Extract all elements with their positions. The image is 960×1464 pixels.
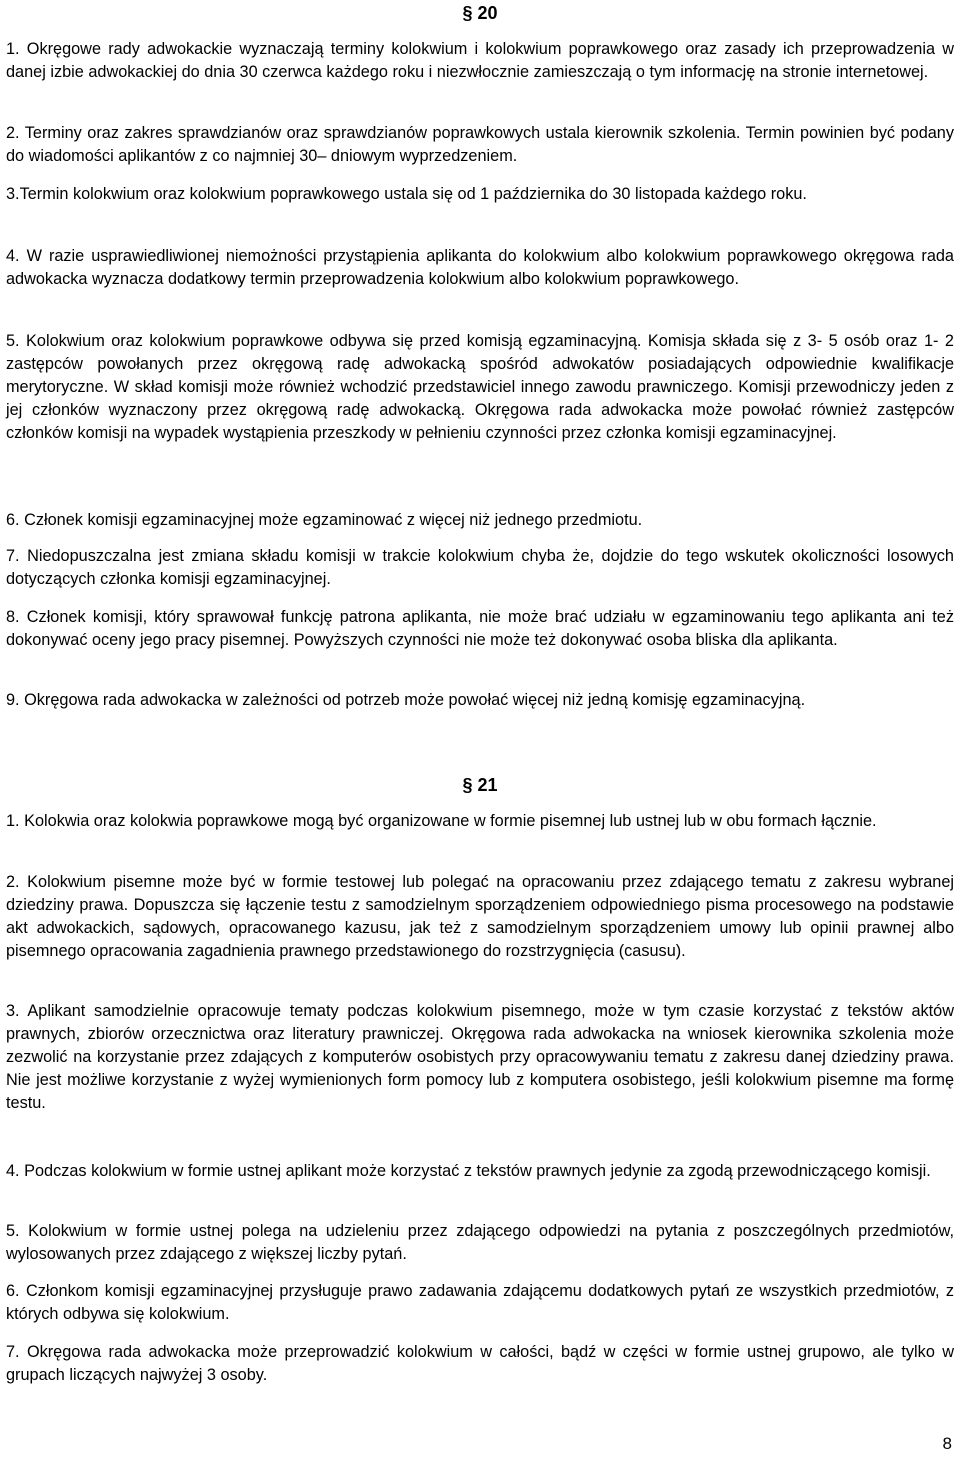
paragraph-21-2: 2. Kolokwium pisemne może być w formie testowej lub polegać na opracowaniu przez zdającego tematu z zakresu wybranej dziedziny prawa. Dopuszcza się łączenie testu z samodzielnym sporządzeniem odpowiedniego pisma procesowego na podstawie akt adwokackich, sądowych, opracowanego kazusu, jak też z samodzielnym sporządzeniem umowy lub opinii prawnej albo pisemnego opracowania zagadnienia prawnego przedstawionego do rozstrzygnięcia (casusu). xyxy=(6,873,954,960)
paragraph-20-1: 1. Okręgowe rady adwokackie wyznaczają terminy kolokwium i kolokwium poprawkowego oraz zasady ich przeprowadzenia w danej izbie adwokackiej do dnia 30 czerwca każdego roku i niezwłocznie zamieszczają o tym informację na stronie internetowej. xyxy=(6,40,954,81)
paragraph-20-4: 4. W razie usprawiedliwionej niemożności przystąpienia aplikanta do kolokwium albo kolokwium poprawkowego okręgowa rada adwokacka wyznacza dodatkowy termin przeprowadzenia kolokwium albo kolokwium poprawkowego. xyxy=(6,247,954,288)
paragraph-20-8: 8. Członek komisji, który sprawował funkcję patrona aplikanta, nie może brać udziału w egzaminowaniu tego aplikanta ani też dokonywać oceny jego pracy pisemnej. Powyższych czynności nie może też dokonywać osoba bliska dla aplikanta. xyxy=(6,608,954,649)
section-heading-21: § 21 xyxy=(462,775,498,795)
paragraph-21-4: 4. Podczas kolokwium w formie ustnej aplikant może korzystać z tekstów prawnych jedynie za zgodą przewodniczącego komisji. xyxy=(6,1162,931,1180)
paragraph-21-6: 6. Członkom komisji egzaminacyjnej przysługuje prawo zadawania zdającemu dodatkowych pytań ze wszystkich przedmiotów, z których odbywa się kolokwium. xyxy=(6,1282,954,1323)
paragraph-21-5: 5. Kolokwium w formie ustnej polega na udzieleniu przez zdającego odpowiedzi na pytania z poszczególnych przedmiotów, wylosowanych przez zdającego z większej liczby pytań. xyxy=(6,1222,954,1263)
paragraph-20-7: 7. Niedopuszczalna jest zmiana składu komisji w trakcie kolokwium chyba że, dojdzie do tego wskutek okoliczności losowych dotyczących członka komisji egzaminacyjnej. xyxy=(6,547,954,588)
paragraph-21-7: 7. Okręgowa rada adwokacka może przeprowadzić kolokwium w całości, bądź w części w formie ustnej grupowo, ale tylko w grupach liczących najwyżej 3 osoby. xyxy=(6,1343,954,1384)
paragraph-20-2: 2. Terminy oraz zakres sprawdzianów oraz sprawdzianów poprawkowych ustala kierownik szkolenia. Termin powinien być podany do wiadomości aplikantów z co najmniej 30– dniowym wyprzedzeniem. xyxy=(6,124,954,165)
section-heading-20: § 20 xyxy=(462,3,498,23)
paragraph-20-5: 5. Kolokwium oraz kolokwium poprawkowe odbywa się przed komisją egzaminacyjną. Komisja składa się z 3- 5 osób oraz 1- 2 zastępców powołanych przez okręgową radę adwokacką spośród adwokatów posiadających odpowiednie kwalifikacje merytoryczne. W skład komisji może również wchodzić przedstawiciel innego zawodu prawniczego. Komisji przewodniczy jeden z jej członków wyznaczony przez okręgową radę adwokacką. Okręgowa rada adwokacka może powołać również zastępców członków komisji na wypadek wystąpienia przeszkody w pełnieniu czynności przez członka komisji egzaminacyjnej. xyxy=(6,332,954,442)
page-number: 8 xyxy=(942,1434,952,1453)
paragraph-20-3: 3.Termin kolokwium oraz kolokwium poprawkowego ustala się od 1 października do 30 listopada każdego roku. xyxy=(6,185,807,203)
paragraph-20-9: 9. Okręgowa rada adwokacka w zależności od potrzeb może powołać więcej niż jedną komisję egzaminacyjną. xyxy=(6,691,806,709)
paragraph-20-6: 6. Członek komisji egzaminacyjnej może egzaminować z więcej niż jednego przedmiotu. xyxy=(6,511,643,529)
paragraph-21-3: 3. Aplikant samodzielnie opracowuje tematy podczas kolokwium pisemnego, może w tym czasie korzystać z tekstów aktów prawnych, zbiorów orzecznictwa oraz literatury prawniczej. Okręgowa rada adwokacka na wniosek kierownika szkolenia może zezwolić na korzystanie przez zdających z komputerów osobistych przy opracowywaniu tematu z zakresu danej dziedziny prawa. Nie jest możliwe korzystanie z wyżej wymienionych form pomocy lub z komputera osobistego, jeśli kolokwium pisemne ma formę testu. xyxy=(6,1002,954,1112)
paragraph-21-1: 1. Kolokwia oraz kolokwia poprawkowe mogą być organizowane w formie pisemnej lub ustnej lub w obu formach łącznie. xyxy=(6,812,877,830)
